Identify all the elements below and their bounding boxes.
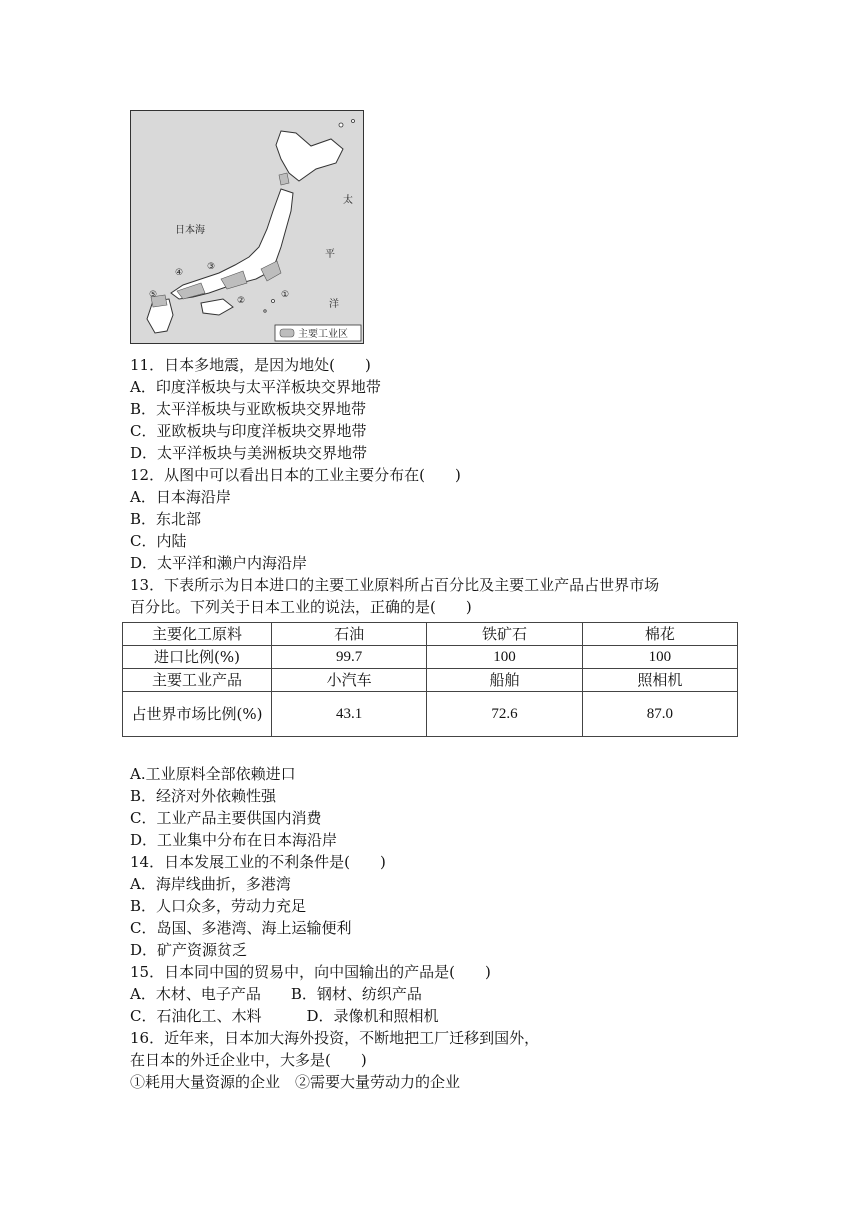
table-cell: 100 <box>582 646 737 669</box>
table-cell: 主要工业产品 <box>123 669 272 692</box>
marker-4: ④ <box>175 268 184 278</box>
japan-industry-map <box>130 110 364 344</box>
marker-5: ⑤ <box>149 290 158 300</box>
table-cell: 棉花 <box>582 623 737 646</box>
table-cell: 石油 <box>272 623 427 646</box>
q13-stem-1: 13．下表所示为日本进口的主要工业原料所占百分比及主要工业产品占世界市场 <box>130 576 660 594</box>
q11-option-d: D．太平洋板块与美洲板块交界地带 <box>130 444 368 462</box>
marker-3: ③ <box>207 262 216 272</box>
ocean-label-2: 平 <box>325 249 335 260</box>
ocean-label-3: 洋 <box>329 299 339 310</box>
q13-option-c: C．工业产品主要供国内消费 <box>130 809 322 827</box>
marker-1: ① <box>281 290 290 300</box>
table-cell: 进口比例(%) <box>123 646 272 669</box>
q13-option-a: A.工业原料全部依赖进口 <box>130 765 296 783</box>
marker-2: ② <box>237 296 246 306</box>
q14-option-b: B．人口众多，劳动力充足 <box>130 897 307 915</box>
industry-data-table <box>122 622 738 737</box>
table-cell: 87.0 <box>582 692 737 737</box>
q14-option-d: D．矿产资源贫乏 <box>130 941 248 959</box>
q12-stem: 12．从图中可以看出日本的工业主要分布在( ) <box>130 466 461 484</box>
map-graphic <box>131 111 363 343</box>
q14-stem: 14．日本发展工业的不利条件是( ) <box>130 853 386 871</box>
q11-stem: 11．日本多地震，是因为地处( ) <box>130 356 371 374</box>
table-cell: 占世界市场比例(%) <box>123 692 272 737</box>
table-cell: 99.7 <box>272 646 427 669</box>
q12-option-d: D．太平洋和濑户内海沿岸 <box>130 554 308 572</box>
table-cell: 72.6 <box>427 692 582 737</box>
table-cell: 照相机 <box>582 669 737 692</box>
sea-label: 日本海 <box>175 225 205 236</box>
table-cell: 43.1 <box>272 692 427 737</box>
table-row <box>123 646 738 669</box>
q16-stem-1: 16．近年来，日本加大海外投资，不断地把工厂迁移到国外， <box>130 1029 540 1047</box>
table-cell: 船舶 <box>427 669 582 692</box>
q16-stem-2: 在日本的外迁企业中，大多是( ) <box>130 1051 367 1069</box>
q14-option-c: C．岛国、多港湾、海上运输便利 <box>130 919 352 937</box>
q11-option-a: A．印度洋板块与太平洋板块交界地带 <box>130 378 381 396</box>
q11-option-c: C．亚欧板块与印度洋板块交界地带 <box>130 422 367 440</box>
table-cell: 100 <box>427 646 582 669</box>
ocean-label-1: 太 <box>343 195 353 206</box>
legend-label: 主要工业区 <box>298 329 348 340</box>
q12-option-a: A．日本海沿岸 <box>130 488 231 506</box>
q13-option-d: D．工业集中分布在日本海沿岸 <box>130 831 338 849</box>
table-cell: 铁矿石 <box>427 623 582 646</box>
q16-choices: ①耗用大量资源的企业 ②需要大量劳动力的企业 <box>130 1073 461 1091</box>
table-cell: 主要化工原料 <box>123 623 272 646</box>
q11-option-b: B．太平洋板块与亚欧板块交界地带 <box>130 400 367 418</box>
q15-stem: 15．日本同中国的贸易中，向中国输出的产品是( ) <box>130 963 491 981</box>
table-row <box>123 623 738 646</box>
q12-option-c: C．内陆 <box>130 532 187 550</box>
table-row <box>123 669 738 692</box>
q13-stem-2: 百分比。下列关于日本工业的说法，正确的是( ) <box>130 598 472 616</box>
q12-option-b: B．东北部 <box>130 510 202 528</box>
q15-options-ab: A．木材、电子产品 B．钢材、纺织产品 <box>130 985 422 1003</box>
q13-option-b: B．经济对外依赖性强 <box>130 787 277 805</box>
table-cell: 小汽车 <box>272 669 427 692</box>
table-row <box>123 692 738 737</box>
q14-option-a: A．海岸线曲折，多港湾 <box>130 875 291 893</box>
q15-options-cd: C．石油化工、木料 D．录像机和照相机 <box>130 1007 439 1025</box>
